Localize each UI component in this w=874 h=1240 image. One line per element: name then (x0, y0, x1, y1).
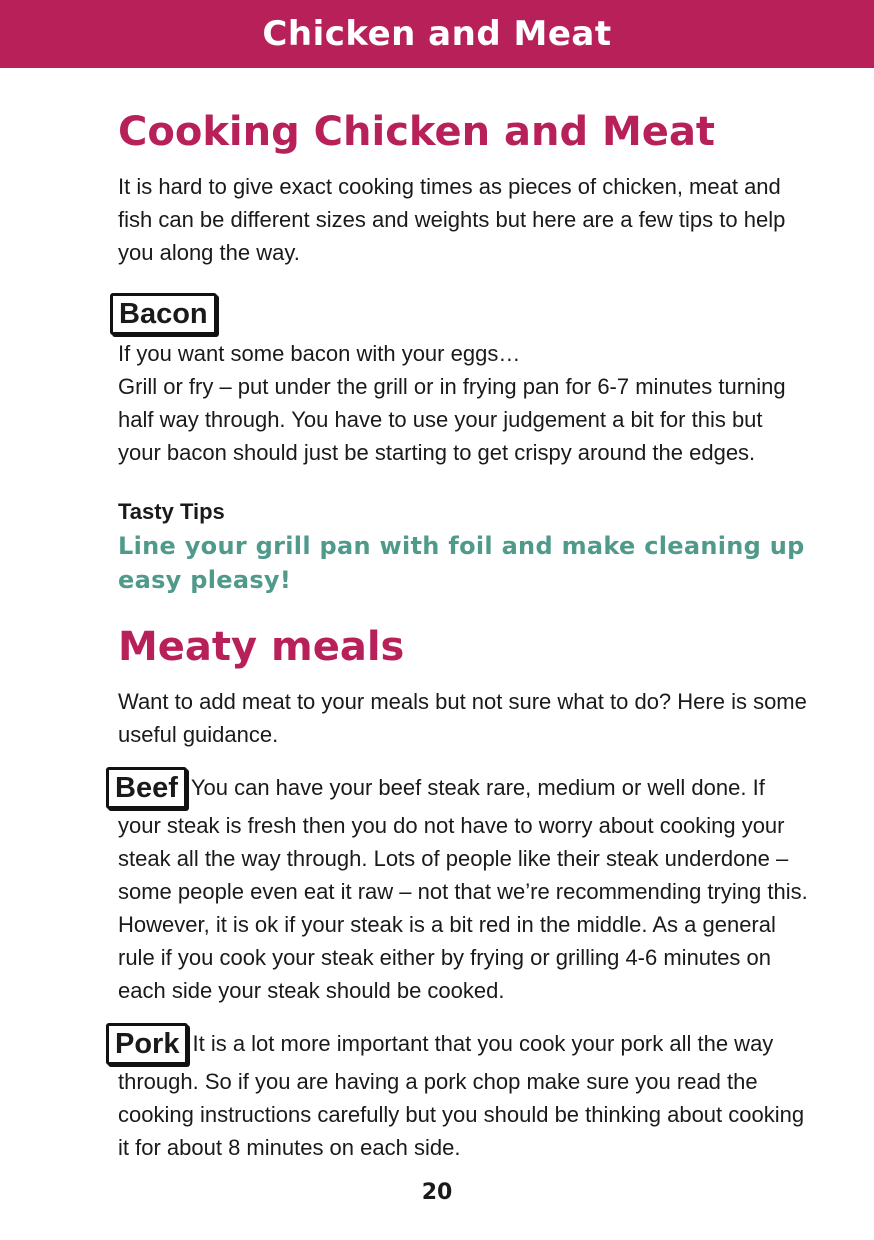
beef-paragraph (115, 767, 808, 1007)
content (115, 108, 808, 1164)
intro-paragraph: It is hard to give exact cooking times as pieces of chicken, meat and fish can be different sizes and weights but here are a few tips to help you along the way. (118, 174, 786, 265)
pork-label: Pork (106, 1023, 188, 1065)
meaty-intro: Want to add meat to your meals but not sure what to do? Here is some useful guidance. (118, 689, 807, 747)
bacon-line-2: Grill or fry – put under the grill or in frying pan for 6-7 minutes turning half way through. You have to use your judgement a bit for this but your bacon should just be starting to get crispy around the edges. (118, 374, 786, 465)
header-band (0, 0, 874, 68)
tasty-tips-label: Tasty Tips (118, 499, 225, 524)
section-title-meaty: Meaty meals (118, 624, 405, 670)
bacon-line-1: If you want some bacon with your eggs… (118, 341, 521, 366)
tasty-tips-text: Line your grill pan with foil and make cleaning up easy pleasy! (118, 532, 805, 594)
page-number: 20 (421, 1180, 453, 1205)
pork-paragraph (115, 1023, 808, 1164)
bacon-label-box (110, 293, 808, 335)
band-title: Chicken and Meat (262, 14, 612, 54)
bacon-label: Bacon (110, 293, 217, 335)
pork-text: It is a lot more important that you cook your pork all the way through. So if you are having a pork chop make sure you read the cooking instructions carefully but you should be thinking about cooking it for about 8 minutes on each side. (118, 1031, 805, 1160)
beef-label: Beef (106, 767, 187, 809)
beef-text: You can have your beef steak rare, medium or well done. If your steak is fresh then you do not have to worry about cooking your steak all the way through. Lots of people like their steak underdone – some people even eat it raw – not that we’re recommending trying this. However, it is ok if your steak is a bit red in the middle. As a general rule if you cook your steak either by frying or grilling 4-6 minutes on each side your steak should be cooked. (118, 775, 808, 1003)
section-title-cooking: Cooking Chicken and Meat (118, 109, 716, 155)
